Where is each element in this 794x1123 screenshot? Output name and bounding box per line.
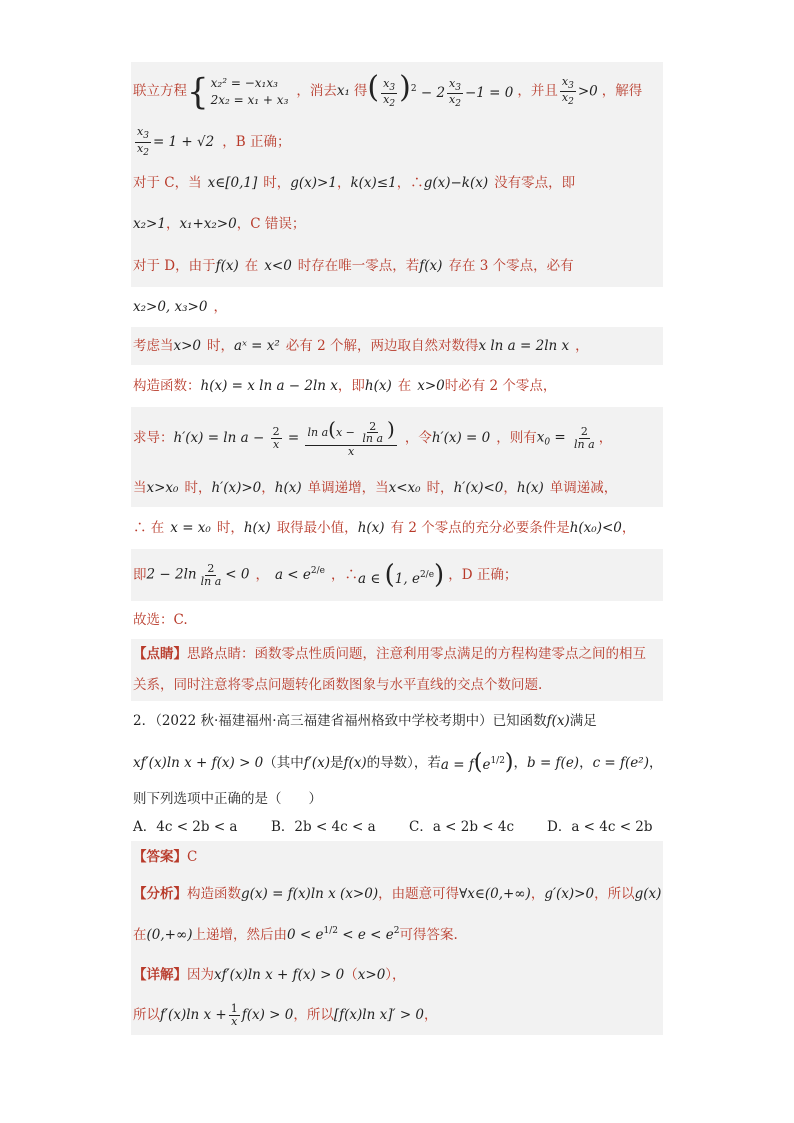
math: = 1 + √2	[152, 133, 215, 150]
question-condition: xf′(x)ln x + f(x) > 0 （其中 f′(x) 是 f(x) 的导数），若 $a = f(e^{1/2})$ ， b = f(e) ， c = f(e²) ，	[131, 741, 663, 785]
text-line-12: 即 2 − 2ln $\frac{2}{\text{ln a}}$ < 0 ， $a < e^{2/e}$ ，∴ a ∈ (1, $e^{2/e}$) ，D 正确；	[131, 549, 663, 601]
detail-line-2: 所以 f′(x)ln x + $\frac{1}{x}$ f(x) > 0 ，所以 [f(x)ln x]′ > 0 ，	[131, 995, 663, 1035]
text-line-10: 当 x>x₀ 时， h′(x)>0 ， h(x) 单调递增，当 x<x₀ 时， h′(x)<0 ， h(x) 单调递减，	[131, 469, 663, 507]
math: $\frac{x_3}{x_2}$	[137, 125, 149, 158]
tag-label: 【答案】	[133, 848, 187, 865]
text-line-5: 对于 D，由于 f(x) 在 x<0 时存在唯一零点，若 f(x) 存在 3 个零点，必有	[131, 245, 663, 287]
tag-label: 【点睛】	[133, 645, 187, 662]
text-line-9: 求导： h′(x) = ln a − $\frac{2}{x}$ = ln a(x − $\frac{2}{\text{ln a}}$ ) x ，令 h′(x) = 0 ，则有 $x_0$ = $\frac{2}{\text{ln a}}$ ，	[131, 407, 663, 469]
text: ，并且	[517, 83, 558, 100]
tag-label: 【分析】	[133, 885, 187, 902]
text-line-14: 【点睛】 思路点睛：函数零点性质问题，注意利用零点满足的方程构建零点之间的相互	[131, 639, 663, 669]
text: ，B 正确；	[222, 133, 291, 150]
text: ，解得	[601, 83, 643, 100]
text: ，消去	[296, 83, 337, 100]
text-line-6: x₂>0, x₃>0 ，	[131, 287, 663, 327]
tag-label: 【详解】	[133, 966, 187, 983]
text-line-3: 对于 C，当 x∈[0,1] 时， g(x)>1 ， k(x)≤1 ，∴ g(x)−k(x) 没有零点，即	[131, 163, 663, 203]
math: ( $\frac{x_3}{x_2}$ )$^2$ − 2 $\frac{x_3}{x_2}$ −1 = 0	[367, 70, 514, 110]
option-c[interactable]: C．a < 2b < 4c	[409, 818, 515, 835]
math: $\frac{x_3}{x_2}$ >0	[561, 74, 598, 107]
derivative-expression: h′(x) = ln a − $\frac{2}{x}$ = ln a(x − $\frac{2}{\text{ln a}}$ ) x	[173, 416, 395, 458]
text-line-7: 考虑当 x>0 时， aˣ = x² 必有 2 个解，两边取自然对数得 x ln a = 2ln x ，	[131, 327, 663, 365]
text-line-1	[131, 62, 663, 121]
brace: {	[187, 70, 209, 113]
option-a[interactable]: A．4c < 2b < a	[133, 818, 238, 835]
text: 联立方程	[133, 83, 187, 100]
document-content	[131, 62, 663, 1035]
question-prompt: 则下列选项中正确的是（ ）	[131, 785, 663, 813]
answer-options	[131, 813, 663, 841]
answer-line: 【答案】 C	[131, 841, 663, 873]
equation-system: x₂² = −x₁x₃ 2x₂ = x₁ + x₃	[210, 76, 289, 107]
text-line-4: x₂>1 ， x₁+x₂>0 ，C 错误；	[131, 203, 663, 245]
text-line-15: 关系，同时注意将零点问题转化函数图象与水平直线的交点个数问题.	[131, 669, 663, 701]
text-line-13: 故选：C.	[131, 601, 663, 639]
option-b[interactable]: B．2b < 4c < a	[271, 818, 376, 835]
text-line-2	[131, 121, 663, 163]
detail-line-1: 【详解】 因为 xf′(x)ln x + f(x) > 0 （ x>0 ），	[131, 955, 663, 995]
math: x₁	[336, 83, 350, 100]
text-line-11: ∴ 在 x = x₀ 时， h(x) 取得最小值， h(x) 有 2 个零点的充分必要条件是 h(x₀)<0 ，	[131, 507, 663, 549]
option-d[interactable]: D．a < 4c < 2b	[547, 818, 653, 835]
question-header: 2．（2022 秋·福建福州·高三福建省福州格致中学校考期中）已知函数 f(x) 满足	[131, 701, 663, 741]
text-line-8: 构造函数： h(x) = x ln a − 2ln x ，即 h(x) 在 x>0 时必有 2 个零点，	[131, 365, 663, 407]
analysis-line-1: 【分析】 构造函数 g(x) = f(x)ln x (x>0) ，由题意可得 ∀x∈(0,+∞) ， g′(x)>0 ，所以 g(x)	[131, 873, 663, 915]
analysis-line-2: 在 (0,+∞) 上递增，然后由 $0 < e^{1/2} < e < e^2$ 可得答案.	[131, 915, 663, 955]
text: 得	[353, 83, 368, 100]
